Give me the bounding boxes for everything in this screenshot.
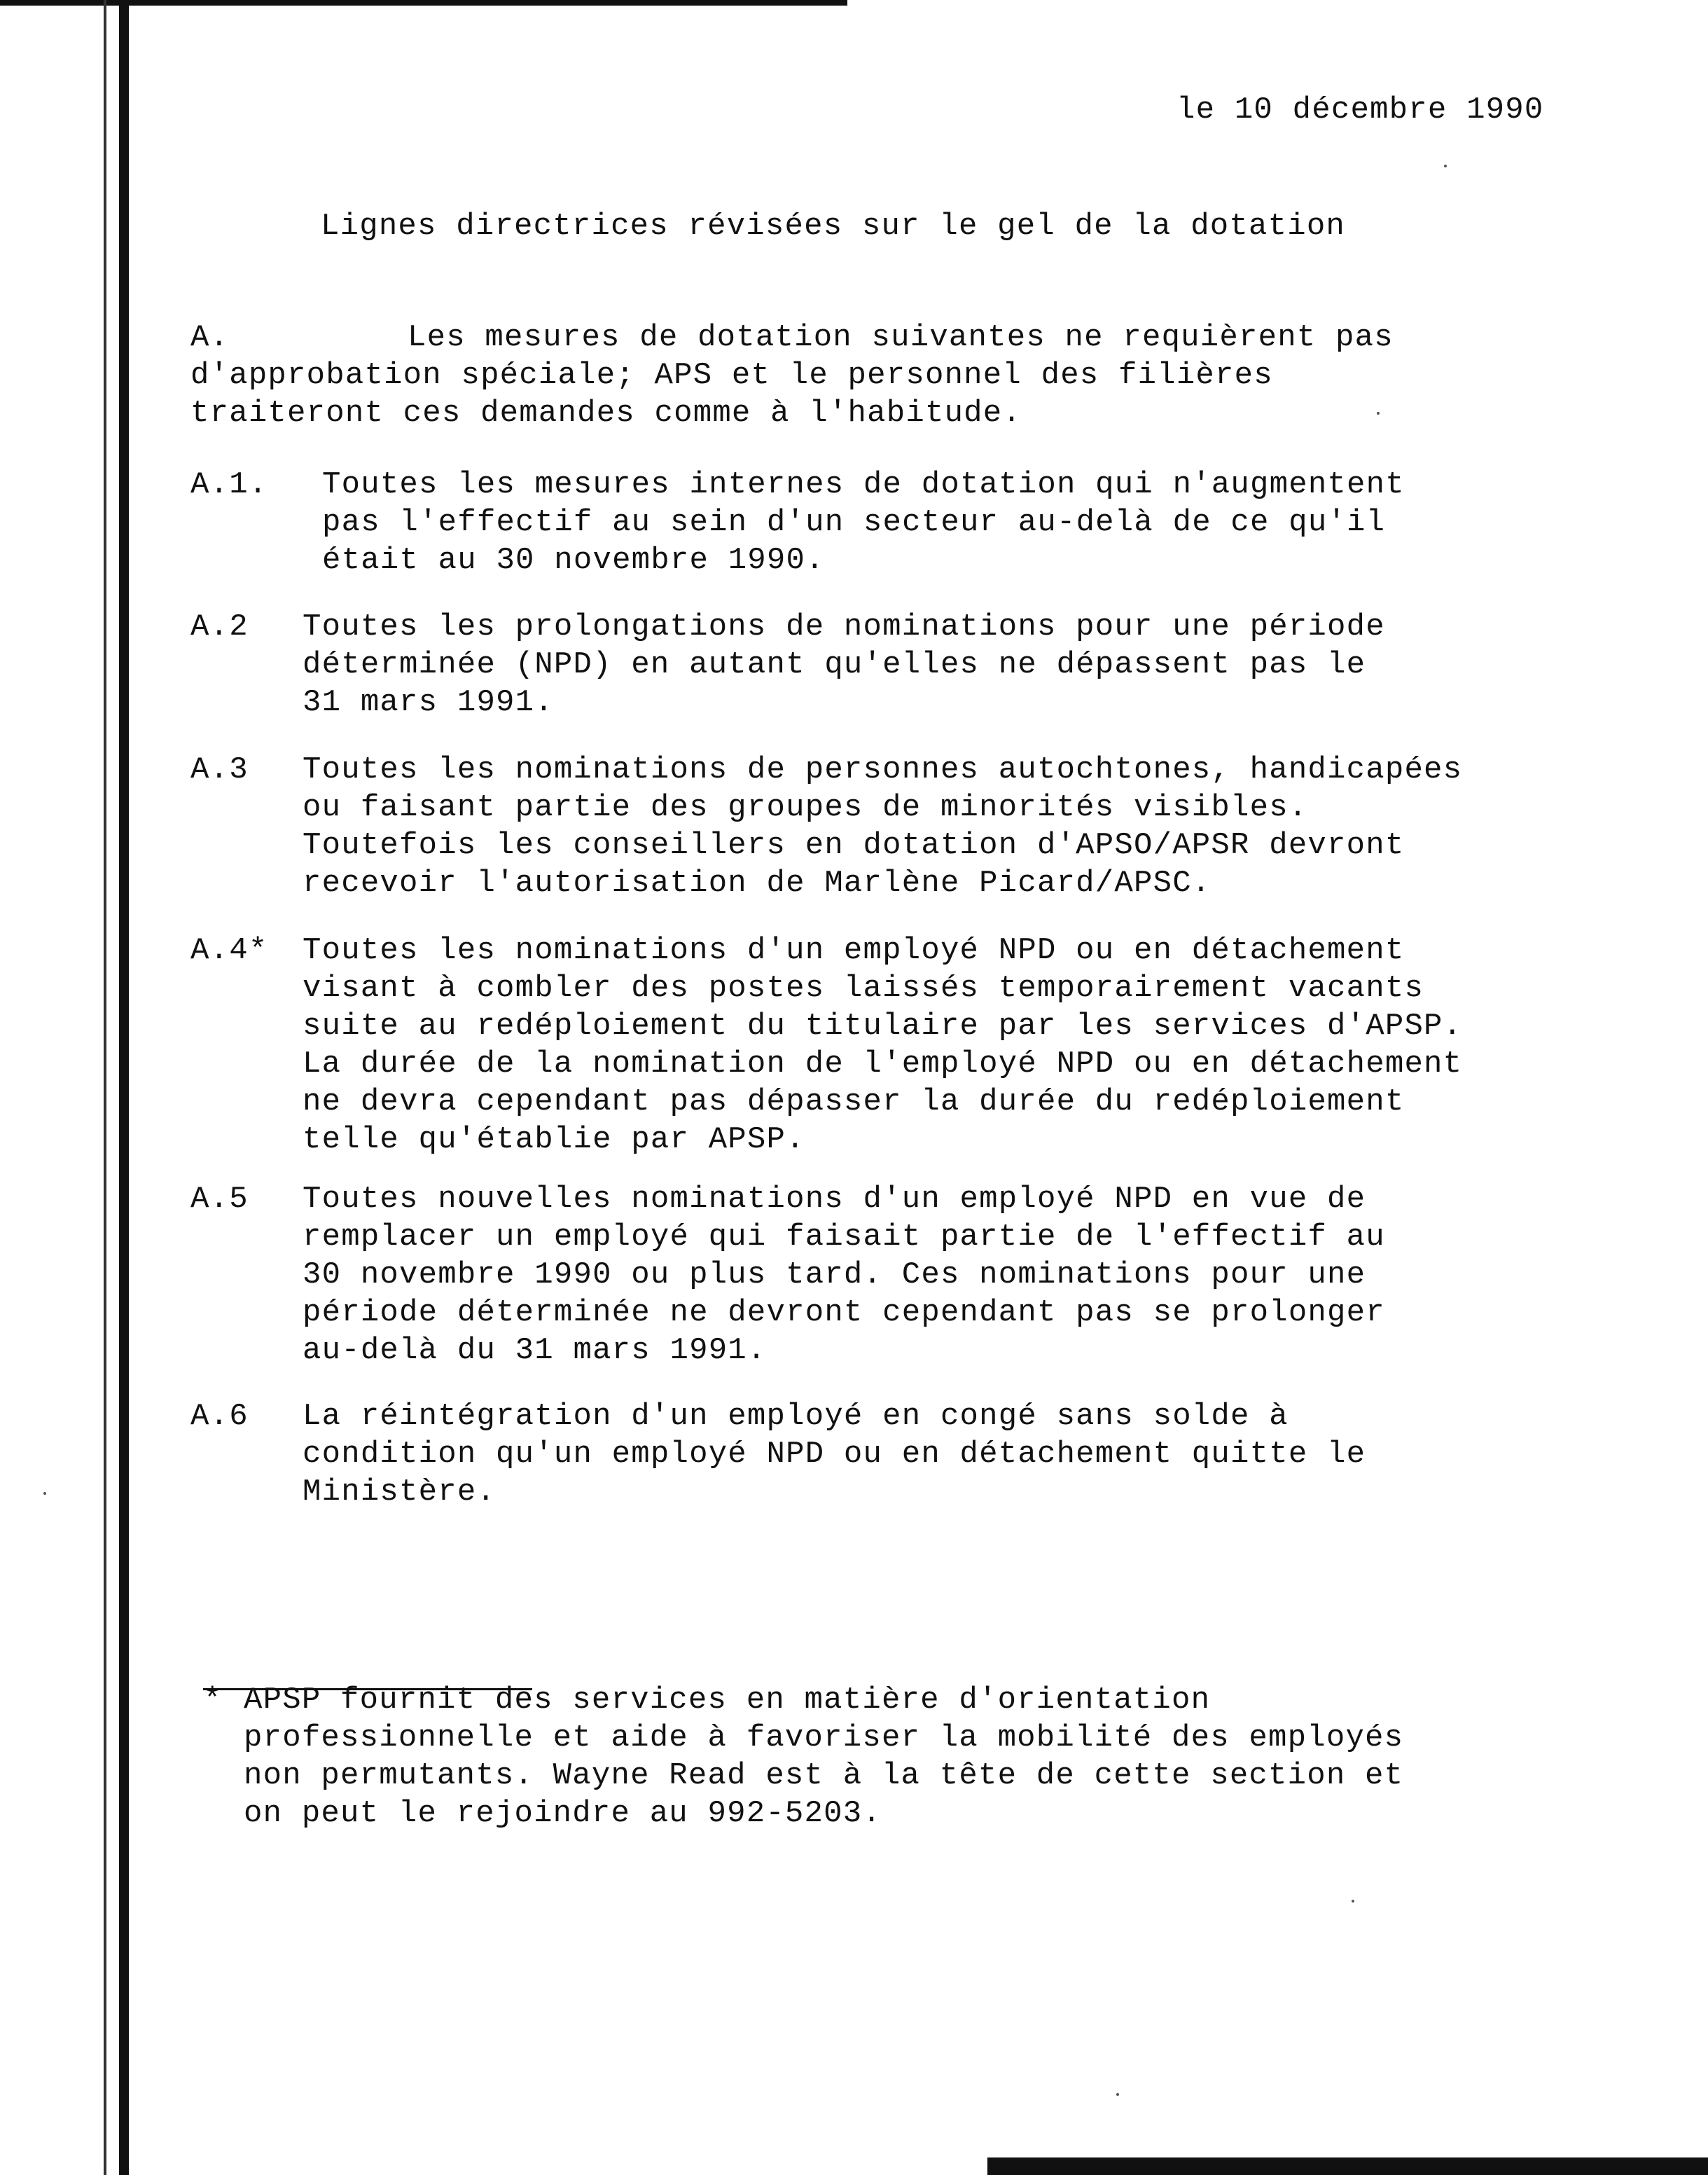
document-title: Lignes directrices révisées sur le gel de la dotation (321, 209, 1346, 244)
item-line: remplacer un employé qui faisait partie de l'effectif au (303, 1220, 1385, 1255)
item-label: A.6 (190, 1399, 249, 1434)
item-line: 30 novembre 1990 ou plus tard. Ces nominations pour une (303, 1257, 1366, 1292)
scan-speck (1352, 1900, 1354, 1903)
item-line: Toutes nouvelles nominations d'un employé NPD en vue de (303, 1182, 1366, 1217)
footnote-line: APSP fournit des services en matière d'orientation (244, 1683, 1211, 1718)
intro-line: Les mesures de dotation suivantes ne requièrent pas (408, 320, 1394, 355)
item-line: recevoir l'autorisation de Marlène Picard/APSC. (303, 866, 1211, 901)
item-label: A.5 (190, 1182, 249, 1217)
item-line: condition qu'un employé NPD ou en détachement quitte le (303, 1437, 1366, 1472)
item-label: A.3 (190, 752, 249, 787)
scan-speck (43, 1492, 46, 1495)
scan-edge-left-thin (104, 0, 106, 2175)
footnote-line: on peut le rejoindre au 992-5203. (244, 1796, 882, 1831)
item-label: A.1. (190, 467, 268, 502)
footnote-text (244, 1681, 1602, 1832)
item-text (303, 1397, 1619, 1511)
scan-speck (1116, 2093, 1119, 2096)
intro-paragraph (190, 319, 1591, 432)
item-line: La durée de la nomination de l'employé NPD ou en détachement (303, 1047, 1463, 1082)
item-line: visant à combler des postes laissés temporairement vacants (303, 971, 1424, 1006)
item-line: Toutefois les conseillers en dotation d'APSO/APSR devront (303, 828, 1405, 863)
item-text (303, 932, 1619, 1159)
intro-label: A. (190, 320, 230, 355)
item-line: suite au redéploiement du titulaire par les services d'APSP. (303, 1009, 1463, 1044)
item-line: était au 30 novembre 1990. (322, 543, 825, 578)
item-text (303, 751, 1619, 902)
footnote-line: professionnelle et aide à favoriser la mobilité des employés (244, 1720, 1404, 1755)
item-text (303, 1180, 1619, 1369)
item-line: 31 mars 1991. (303, 685, 554, 720)
item-line: Toutes les mesures internes de dotation qui n'augmentent (322, 467, 1405, 502)
item-line: La réintégration d'un employé en congé sans solde à (303, 1399, 1289, 1434)
item-line: pas l'effectif au sein d'un secteur au-delà de ce qu'il (322, 505, 1386, 540)
item-text (303, 608, 1619, 721)
document-date: le 10 décembre 1990 (1176, 92, 1544, 127)
scan-speck (1377, 412, 1380, 415)
item-line: ne devra cependant pas dépasser la durée du redéploiement (303, 1084, 1405, 1119)
scan-speck (1444, 165, 1447, 167)
footnote-marker: * (203, 1683, 223, 1718)
item-line: telle qu'établie par APSP. (303, 1122, 805, 1157)
item-line: période déterminée ne devront cependant pas se prolonger (303, 1295, 1385, 1330)
item-line: déterminée (NPD) en autant qu'elles ne dépassent pas le (303, 647, 1366, 682)
item-label: A.4* (190, 933, 268, 968)
footnote-line: non permutants. Wayne Read est à la tête de cette section et (244, 1758, 1404, 1793)
item-text (322, 466, 1619, 579)
intro-line: d'approbation spéciale; APS et le personnel des filières (190, 358, 1273, 393)
scan-edge-bottom (987, 2157, 1708, 2175)
scan-edge-left (119, 0, 129, 2175)
item-line: au-delà du 31 mars 1991. (303, 1333, 767, 1368)
intro-line: traiteront ces demandes comme à l'habitude. (190, 396, 1022, 431)
item-line: ou faisant partie des groupes de minorités visibles. (303, 790, 1308, 825)
item-line: Toutes les prolongations de nominations pour une période (303, 609, 1385, 644)
item-line: Toutes les nominations de personnes autochtones, handicapées (303, 752, 1463, 787)
item-label: A.2 (190, 609, 249, 644)
item-line: Ministère. (303, 1475, 497, 1510)
item-line: Toutes les nominations d'un employé NPD ou en détachement (303, 933, 1405, 968)
